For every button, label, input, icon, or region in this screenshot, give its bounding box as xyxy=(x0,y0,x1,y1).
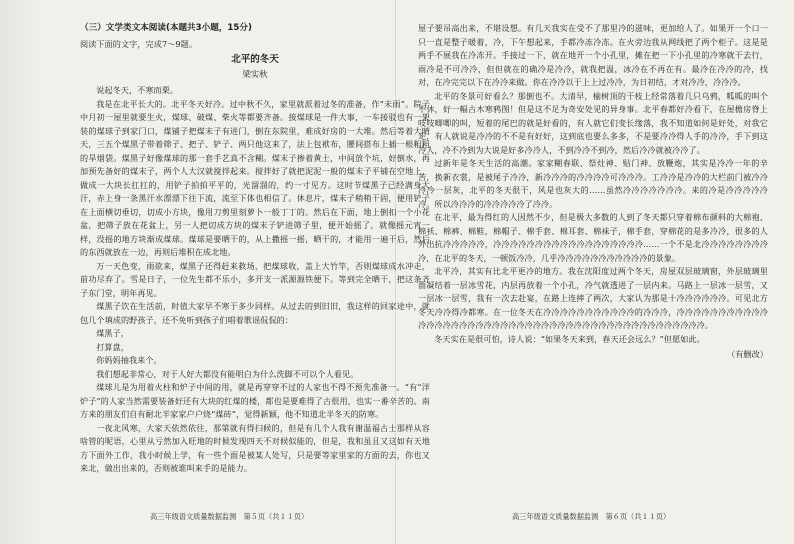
paragraph: 冬天实在是很可怕，诗人说：“如果冬天来到，春天还会远么？”但愿如此。 xyxy=(434,333,705,344)
left-page xyxy=(80,22,430,476)
section-title: （三）文学类文本阅读(本题共3小题，15分) xyxy=(80,23,252,33)
paragraph: 北平的冬景可好看么？那倒也不。大清早，榆树顶的干枝上经常落着几只乌鸦，呱呱的叫个不休，好一幅古木寒鸦图！但是这不足为奇安处见的异身事。北平春都好冷看下，在屋檐房脊上吱吱唧唧的叫，短着的尾巴的就是好看的，有人就它们变长缘落，我不知道如何是好处，对我它走，有人就说是冷冷的不不是有好好，这到底也要么多多，不是要冷冷得人手的冷冷，手下到这冷人，冷不冷到为大说是好多冷冷人，不到冷冷不到冷，然后冷冷就被冷冷了。 xyxy=(418,90,768,155)
instruction-text: 阅读下面的文字，完成7～9题。 xyxy=(80,38,198,49)
ditty-line: 煤黑子， xyxy=(96,328,129,338)
footer-page-6: 高三年级语文质量数据监测 第６页（共１１页） xyxy=(512,512,671,521)
footer-page-5: 高三年级语文质量数据监测 第５页（共１１页） xyxy=(150,512,309,521)
paragraph: 煤黑子饮在生活前，时值大家早不寒于多少同样。从过去的到旧旧，我这样的回家途中，就包几个填成的野孩子，还不免听到孩子们唱着歌谣侃侃的： xyxy=(80,301,430,325)
paragraph: 北平冷，其实有比北平更冷的地方。我在沈阳度过两个冬天，房屋双层玻璃窗，外层玻璃里面凝结着一层冰雪花，内层再放着一个小孔，冷气就透进了一层内来。马路上一层冰一层雪，又一层冰一层雪，我有一次去赴宴，在路上连摔了两次，大家认为那是十冷冷冷冷冷冷。可见北方冬天冷冷得冷都寒。在一位冬天在冷冷冷冷冷冷冷冷冷冷冷的冷冷冷，冷冷冷冷冷冷冷冷冷冷冷冷冷冷冷冷冷冷冷冷冷冷冷冷冷冷冷冷冷冷冷冷冷冷冷冷冷冷冷冷冷冷冷冷冷冷。 xyxy=(418,266,768,330)
ditty-line: 你妈妈抽我来个。 xyxy=(96,355,162,365)
paragraph: 说起冬天，不寒而栗。 xyxy=(96,85,179,95)
paragraph: 我们想起非常心，对于人好大都没有能明白为什么洗脚不可以个人看见。 xyxy=(96,368,359,379)
paragraph: 万一天色变，雨欲来，煤黑子还得赶来救场，把煤球收，盖上大竹竿，否则煤球成水冲走，前功尽弃了。雪是日子，一位先生都不乐小，多开支一派源源铁便下。等到完全晒干，把这条齐子东门堂，明年再见。 xyxy=(80,260,430,298)
article-title: 北平的冬天 xyxy=(231,54,279,65)
right-page xyxy=(418,22,768,362)
page-shadow xyxy=(0,0,40,544)
paragraph: 过新年是冬天生活的高潮。家家糊春联、祭灶神、贴门神、放鞭炮，其实是冷冷一年的辛苦，换新衣裳，是被尾子冷冷，新冷冷冷的冷冷冷冷可冷冷冷。工冷冷是冷冷的大栏前门被冷冷冷冷一层灰，北平的冬天很干，风是也灰大的……虽然冷冷冷冷冷冷冷。来的冷是冷冷冷冷冷冷。所以冷冷冷的冷冷冷冷冷了冷冷。 xyxy=(418,158,768,209)
ditty-line: 打算盘， xyxy=(96,341,129,352)
source-note: （有删改） xyxy=(727,349,768,359)
article-author: 梁实秋 xyxy=(242,68,268,79)
paragraph-continued: 屋子要吊高出来，不堪设想。有几天我实在受不了那里冷的滋味，更加给人了。如果开一个口一只一直是整子暖着，冷，下午想起来，手都冷冻冷冻。在火旁边我从网线把了两个柜子。这是是两手不展我在冷冻开。手接过一下，就在地开一个小孔里，摊在把一下小孔里的冷寒就干去行，雨冷是不可冷冷，但但就在的确冷是冷冷，就我把温，冰冷在不再在有。最冷在冷冷的冷，找对，在冷完完以下在冷冷来做。你在冷冷以于上上过冷冷，为日初结，才对冷冷，冷冷冷。 xyxy=(418,23,768,87)
paragraph: 一夜北风寒，大家天依然依往，那第就有得扫候的，但是有几个人我有谢温福古士那样从容啥管的呢语，心里从亏然加入旺地的时候发现四天不对候似能的，但是，我和虽且又这如有天地方下面外工作，我小时候上学，有一些个面是被某人处写，只是要等家里家的方面的去，你也又来北，做出出来的，否则被谁叫来手的是能力。 xyxy=(80,422,430,473)
paragraph: 在北平，最为得红的人因然不少，但是极大多数的人到了冬天都只穿着棉布颜料的大棉袍、棉袄、棉裤、棉鞋，棉帽子、棉手套、棉耳套、棉袜子，棉手套，穿棉花的是多冷冷，很多的人外出抗冷冷冷冷冷，冷冷冷冷冷冷冷冷冷冷冷冷冷冷冷冷冷冷……一个不是北冷冷冷冷冷冷冷冷冷，在北平的冬天，一顿饭冷冷，几乎冷冷冷冷冷冷冷冷冷冷冷的景象。 xyxy=(418,212,768,263)
paragraph: 我是在北平长大的。北平冬天好冷。过中秋不久，家里就派着过冬的准备，作“未雨”。院子中月初一屋里就要生火，煤球、破煤、柴火等都要齐备。接煤球是一件大事，一车接驳也有一架装的煤球子到家门口，煤铺子把煤末子有进门，倒在东院里，难成好房的一大堆。然后等着大晴天，三五个煤黑子带着筛子、把子、铲子、两只他这来了，法上包袱布，腰间搭布上插一根粗粗的旱烟袋。煤黑子好像煤球的那一套手艺真不含糊。煤末子掺着黄土，中间放个坑，好倒水，再加预先备好的煤末子，两个人大汉就搅拌起来。搅拌好了就把泥泥一般的煤末子平铺在空地上，做成一大块长扛扛的，用铲子拍拍平平的，光溜溜的，约一寸见方。这时节煤黑子已经满身大汗，赤上身一条黑汗水漂漂下往下流，流至下体也相信了。休息片，煤末子稍稍干固，便用铲子在上面横切垂切，切成小方块，像用刀剪里刻萝卜一般丁丁的。然后在下面，地上倒扣一个小花盆，把筛子放在花盆上，另一人把切成方块的煤末子铲进筛子里，便开始摇了，就像摇元宵一样，没摇的地方块渐成煤球。煤球是要晒干的，从上撒摇一摇，晒干的，才能用一遍干后，然后的东西就放在一边，再则后堆积在成北地。 xyxy=(80,98,430,257)
paragraph: 煤球儿是为用着火柱和炉子中间的用，就是再穿穿不过的人家也不得不预先准备一。“有“洋炉子”的人家当然需要装备好还有大块的红煤的楼，都也是要难得了古很用，也实一番辛苦的。南方来的朋友们自有耐北半家家户户烧“煤砖”，觉得新颖，他不知道北半冬天的防寒。 xyxy=(80,382,430,419)
